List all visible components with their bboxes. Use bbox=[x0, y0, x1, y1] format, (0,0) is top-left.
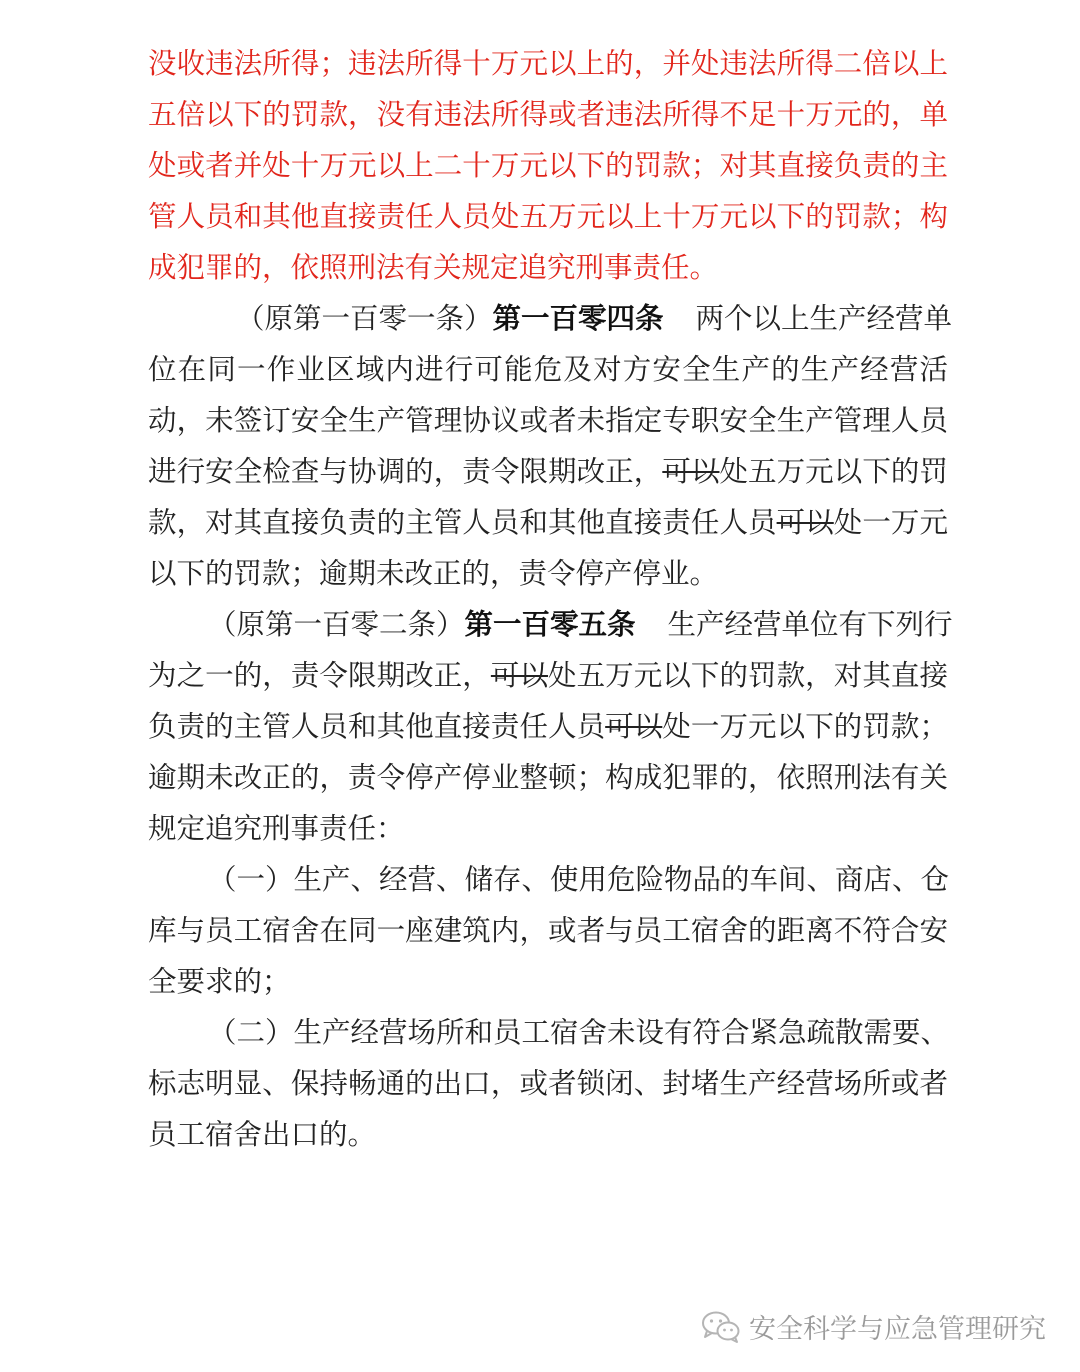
text-span: 处一万元以下的罚款； bbox=[662, 710, 948, 743]
text-line: 管人员和其他直接责任人员处五万元以上十万元以下的罚款；构 bbox=[148, 200, 948, 233]
text-line bbox=[148, 701, 948, 752]
article-104-first-line bbox=[148, 293, 953, 344]
text-line: 动，未签订安全生产管理协议或者未指定专职安全生产管理人员 bbox=[148, 404, 948, 437]
article-prefix: （原第一百零二条） bbox=[208, 608, 465, 641]
struck-text: 可以 bbox=[662, 455, 720, 488]
article-prefix: （原第一百零一条） bbox=[236, 302, 493, 335]
text-line: （一）生产、经营、储存、使用危险物品的车间、商店、仓 bbox=[208, 863, 950, 896]
text-span: 处五万元以下的罚款，对其直接 bbox=[548, 659, 948, 692]
article-heading: 第一百零四条 bbox=[492, 302, 664, 335]
wechat-icon bbox=[701, 1310, 741, 1344]
text-span: 款，对其直接负责的主管人员和其他直接责任人员 bbox=[148, 506, 777, 539]
document-page bbox=[148, 38, 953, 1160]
text-line: 规定追究刑事责任： bbox=[148, 812, 405, 845]
struck-text: 可以 bbox=[776, 506, 834, 539]
red-paragraph bbox=[148, 38, 948, 293]
article-105 bbox=[148, 599, 953, 854]
text-line bbox=[148, 446, 948, 497]
text-line: 位在同一作业区域内进行可能危及对方安全生产的生产经营活 bbox=[148, 353, 948, 386]
text-line: 成犯罪的，依照刑法有关规定追究刑事责任。 bbox=[148, 251, 719, 284]
text-line: （二）生产经营场所和员工宿舍未设有符合紧急疏散需要、 bbox=[208, 1016, 950, 1049]
struck-text: 可以 bbox=[605, 710, 663, 743]
watermark bbox=[701, 1307, 1046, 1346]
text-line: 五倍以下的罚款，没有违法所得或者违法所得不足十万元的，单 bbox=[148, 98, 948, 131]
text-line: 全要求的； bbox=[148, 965, 291, 998]
article-104 bbox=[148, 293, 953, 599]
list-item-2 bbox=[148, 1007, 948, 1160]
text-span: 负责的主管人员和其他直接责任人员 bbox=[148, 710, 606, 743]
text-line: 没收违法所得；违法所得十万元以上的，并处违法所得二倍以上 bbox=[148, 47, 948, 80]
text-line: 处或者并处十万元以上二十万元以下的罚款；对其直接负责的主 bbox=[148, 149, 948, 182]
text-span: 为之一的，责令限期改正， bbox=[148, 659, 491, 692]
text-line: 员工宿舍出口的。 bbox=[148, 1118, 377, 1151]
text-span: 进行安全检查与协调的，责令限期改正， bbox=[148, 455, 663, 488]
text-span: 处五万元以下的罚 bbox=[719, 455, 948, 488]
struck-text: 可以 bbox=[490, 659, 549, 692]
text-span: 处一万元 bbox=[833, 506, 948, 539]
article-105-first-line bbox=[148, 599, 953, 650]
text-span: 两个以上生产经营单 bbox=[695, 302, 953, 335]
list-item-1 bbox=[148, 854, 948, 1007]
text-line bbox=[148, 497, 948, 548]
text-line: 以下的罚款；逾期未改正的，责令停产停业。 bbox=[148, 557, 719, 590]
text-line: 库与员工宿舍在同一座建筑内，或者与员工宿舍的距离不符合安 bbox=[148, 914, 948, 947]
text-span: 生产经营单位有下列行 bbox=[667, 608, 953, 641]
article-heading: 第一百零五条 bbox=[464, 608, 636, 641]
text-line bbox=[148, 650, 948, 701]
text-line: 标志明显、保持畅通的出口，或者锁闭、封堵生产经营场所或者 bbox=[148, 1067, 948, 1100]
text-line: 逾期未改正的，责令停产停业整顿；构成犯罪的，依照刑法有关 bbox=[148, 761, 948, 794]
watermark-text: 安全科学与应急管理研究 bbox=[749, 1314, 1046, 1345]
